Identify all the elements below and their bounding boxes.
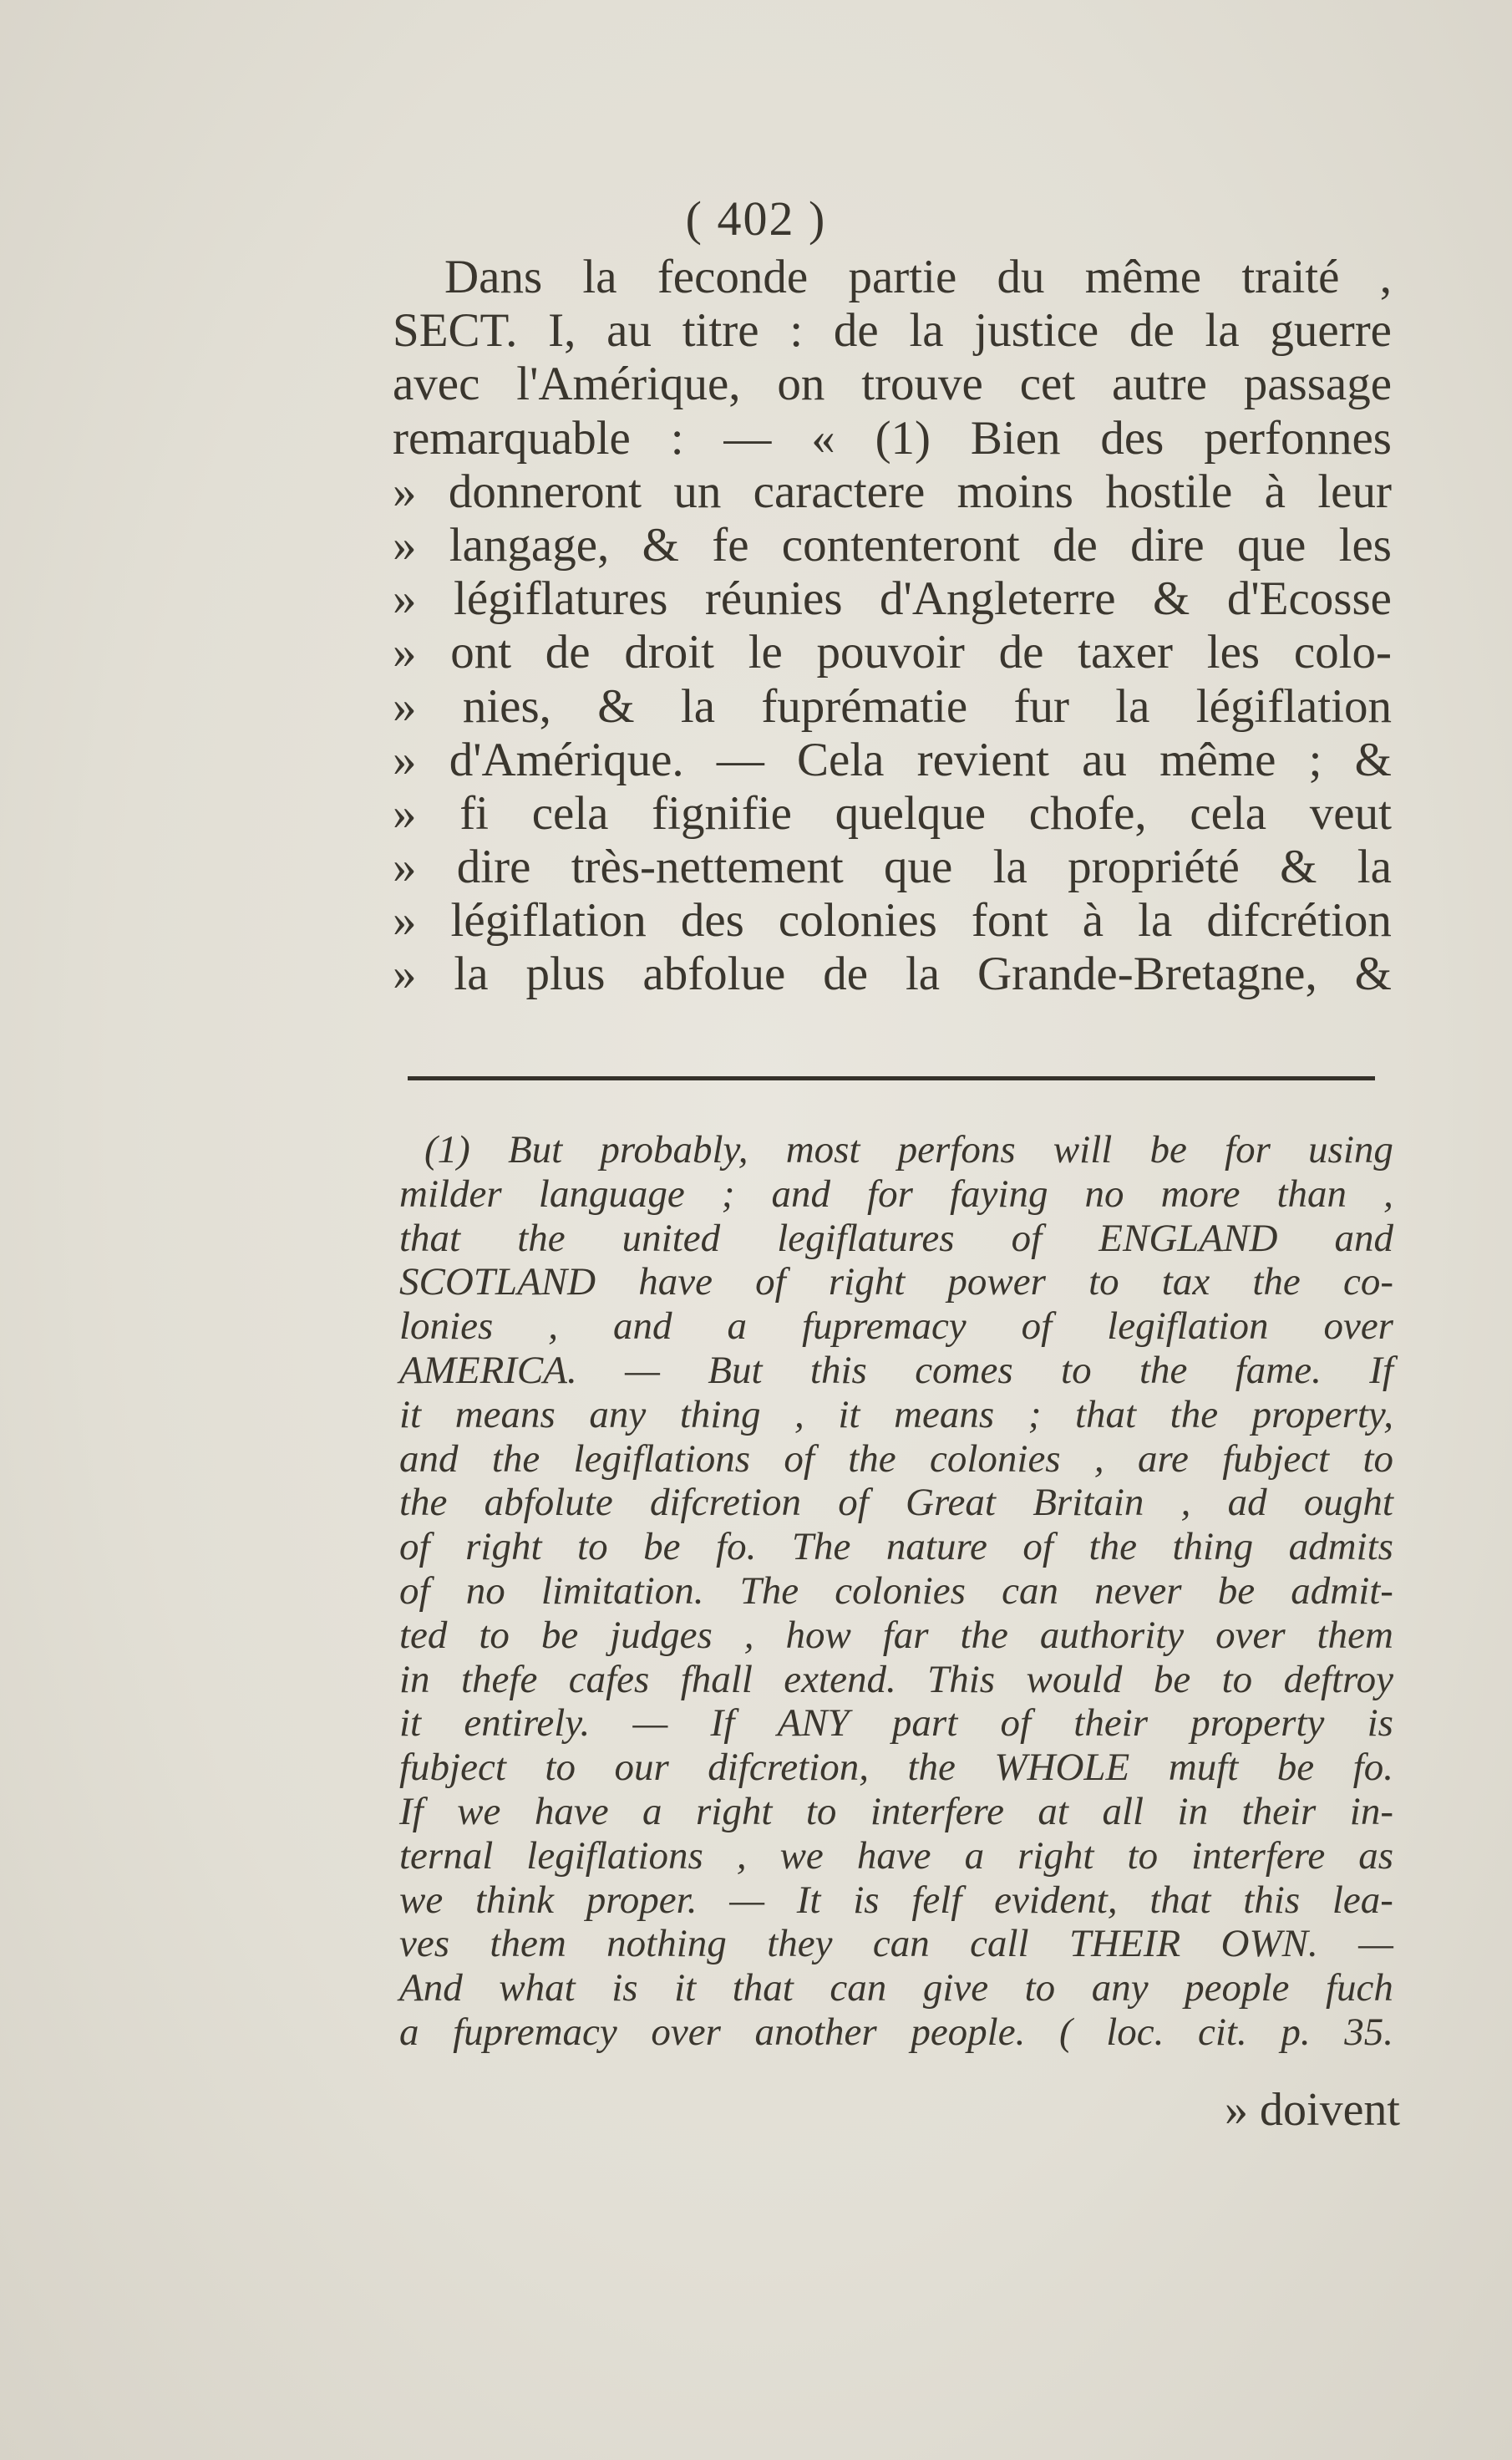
- main-line: » la plus abfolue de la Grande-Bretagne, &: [393, 948, 1392, 1001]
- footnote-line: that the united legiflatures of ENGLAND and: [399, 1216, 1393, 1260]
- page-number: ( 402 ): [685, 191, 827, 246]
- main-line: » ont de droit le pouvoir de taxer les colo-: [393, 626, 1392, 679]
- main-line: » donneront un caractere moins hostile à leur: [393, 465, 1392, 518]
- footnote-line: in thefe cafes fhall extend. This would be to deftroy: [399, 1657, 1393, 1701]
- main-line: avec l'Amérique, on trouve cet autre passage: [393, 358, 1392, 411]
- main-line: SECT. I, au titre : de la justice de la guerre: [393, 304, 1392, 358]
- footnote-line: milder language ; and for faying no more than ,: [399, 1172, 1393, 1216]
- main-line: Dans la feconde partie du même traité ,: [444, 251, 1392, 303]
- footnote-line: (1) But probably, most perfons will be for using: [424, 1128, 1393, 1172]
- main-line: » dire très-nettement que la propriété & la: [393, 841, 1392, 894]
- footnote-line: of no limitation. The colonies can never be admit-: [399, 1568, 1393, 1613]
- main-line: » légiflation des colonies font à la difcrétion: [393, 894, 1392, 948]
- main-text: [393, 251, 1392, 1002]
- footnote-line: ternal legiflations , we have a right to interfere as: [399, 1833, 1393, 1878]
- footnote: [399, 1128, 1393, 2055]
- main-line: » langage, & fe contenteront de dire que les: [393, 518, 1392, 572]
- footnote-line: and the legiflations of the colonies , are fubject to: [399, 1436, 1393, 1481]
- footnote-line: And what is it that can give to any people fuch: [399, 1966, 1393, 2010]
- footnote-line: the abfolute difcretion of Great Britain , ad ought: [399, 1481, 1393, 1525]
- main-line: remarquable : — « (1) Bien des perfonnes: [393, 411, 1392, 465]
- footnote-line: AMERICA. — But this comes to the fame. If: [399, 1348, 1393, 1392]
- footnote-line: of right to be fo. The nature of the thing admits: [399, 1525, 1393, 1569]
- footnote-line: lonies , and a fupremacy of legiflation over: [399, 1304, 1393, 1349]
- footnote-line: ves them nothing they can call THEIR OWN. —: [399, 1922, 1393, 1966]
- footnote-line: SCOTLAND have of right power to tax the co-: [399, 1260, 1393, 1304]
- main-line: » nies, & la fuprématie fur la légiflation: [393, 679, 1392, 733]
- footnote-line: a fupremacy over another people. ( loc. cit. p. 35.: [399, 2010, 1393, 2054]
- footnote-line: it means any thing , it means ; that the property,: [399, 1392, 1393, 1436]
- main-line: » légiflatures réunies d'Angleterre & d'Ecosse: [393, 572, 1392, 626]
- catchword: » doivent: [1225, 2084, 1400, 2136]
- main-line: » fi cela fignifie quelque chofe, cela veut: [393, 786, 1392, 840]
- footnote-line: we think proper. — It is felf evident, that this lea-: [399, 1878, 1393, 1922]
- footnote-line: it entirely. — If ANY part of their property is: [399, 1701, 1393, 1746]
- footnote-line: ted to be judges , how far the authority over them: [399, 1613, 1393, 1657]
- footnote-line: If we have a right to interfere at all in their in-: [399, 1789, 1393, 1833]
- main-line: » d'Amérique. — Cela revient au même ; &: [393, 733, 1392, 786]
- footnote-line: fubject to our difcretion, the WHOLE muft be fo.: [399, 1746, 1393, 1790]
- footnote-divider: [408, 1076, 1375, 1080]
